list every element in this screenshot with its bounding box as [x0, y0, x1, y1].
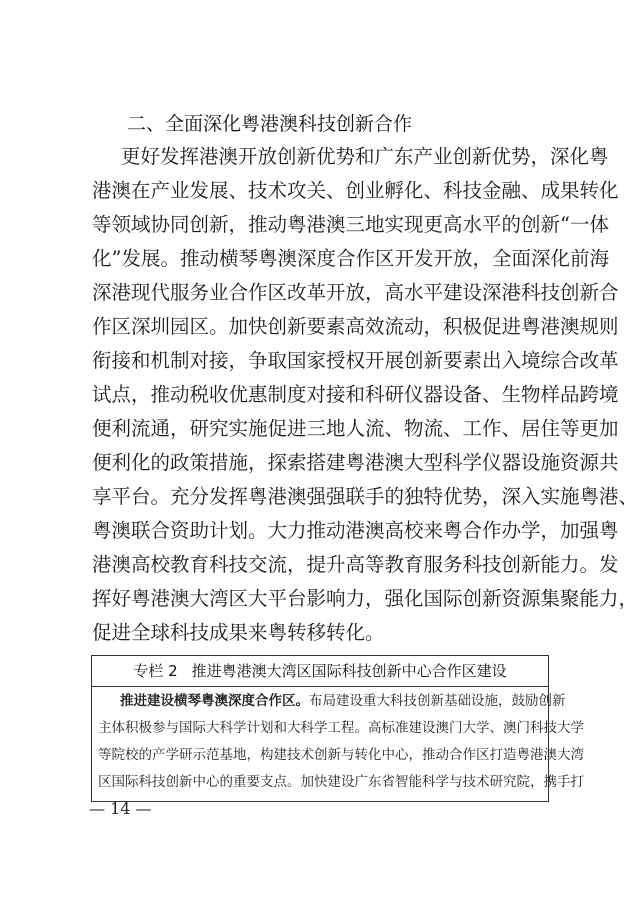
paragraph-line: 化”发展。推动横琴粤澳深度合作区开发开放，全面深化前海	[92, 247, 609, 270]
paragraph-line: 挥好粤港澳大湾区大平台影响力，强化国际创新资源集聚能力，	[92, 587, 639, 610]
paragraph-line: 便利流通，研究实施促进三地人流、物流、工作、居住等更加	[92, 417, 619, 440]
paragraph-line: 港澳在产业发展、技术攻关、创业孵化、科技金融、成果转化	[92, 179, 619, 202]
paragraph-line: 便利化的政策措施，探索搭建粤港澳大型科学仪器设施资源共	[92, 451, 619, 474]
paragraph-line: 作区深圳园区。加快创新要素高效流动，积极促进粤港澳规则	[92, 315, 619, 338]
section-heading: 二、全面深化粤港澳科技创新合作	[127, 113, 413, 135]
column-bold-lead: 推进建设横琴粤澳深度合作区。	[120, 693, 309, 709]
paragraph-line: 享平台。充分发挥粤港澳强强联手的独特优势，深入实施粤港、	[92, 485, 639, 508]
column-first-line-rest: 布局建设重大科技创新基础设施，鼓励创新	[309, 693, 566, 709]
column-text-line: 区国际科技创新中心的重要支点。加快建设广东省智能科学与技术研究院，携手打	[98, 774, 584, 790]
column-box-title-bar	[92, 656, 548, 687]
paragraph-line: 试点，推动税收优惠制度对接和科研仪器设备、生物样品跨境	[92, 383, 619, 406]
paragraph-line: 更好发挥港澳开放创新优势和广东产业创新优势，深化粤	[121, 145, 609, 168]
paragraph-line: 等领域协同创新，推动粤港澳三地实现更高水平的创新“一体	[92, 213, 609, 236]
column-label: 专栏 2	[133, 662, 178, 680]
column-text-line	[120, 692, 566, 710]
column-box	[91, 655, 584, 802]
paragraph-line: 港澳高校教育科技交流，提升高等教育服务科技创新能力。发	[92, 553, 619, 576]
paragraph-line: 深港现代服务业合作区改革开放，高水平建设深港科技创新合	[92, 281, 619, 304]
column-text-line: 主体积极参与国际大科学计划和大科学工程。高标准建设澳门大学、澳门科技大学	[98, 720, 584, 736]
paragraph-line: 粤澳联合资助计划。大力推动港澳高校来粤合作办学，加强粤	[92, 519, 619, 542]
paragraph-line: 衔接和机制对接，争取国家授权开展创新要素出入境综合改革	[92, 349, 619, 372]
page-number: — 14 —	[89, 799, 152, 818]
paragraph-line: 促进全球科技成果来粤转移转化。	[92, 621, 385, 644]
column-title: 推进粤港澳大湾区国际科技创新中心合作区建设	[191, 662, 507, 680]
column-text-line: 等院校的产学研示范基地，构建技术创新与转化中心，推动合作区打造粤港澳大湾	[98, 747, 584, 763]
